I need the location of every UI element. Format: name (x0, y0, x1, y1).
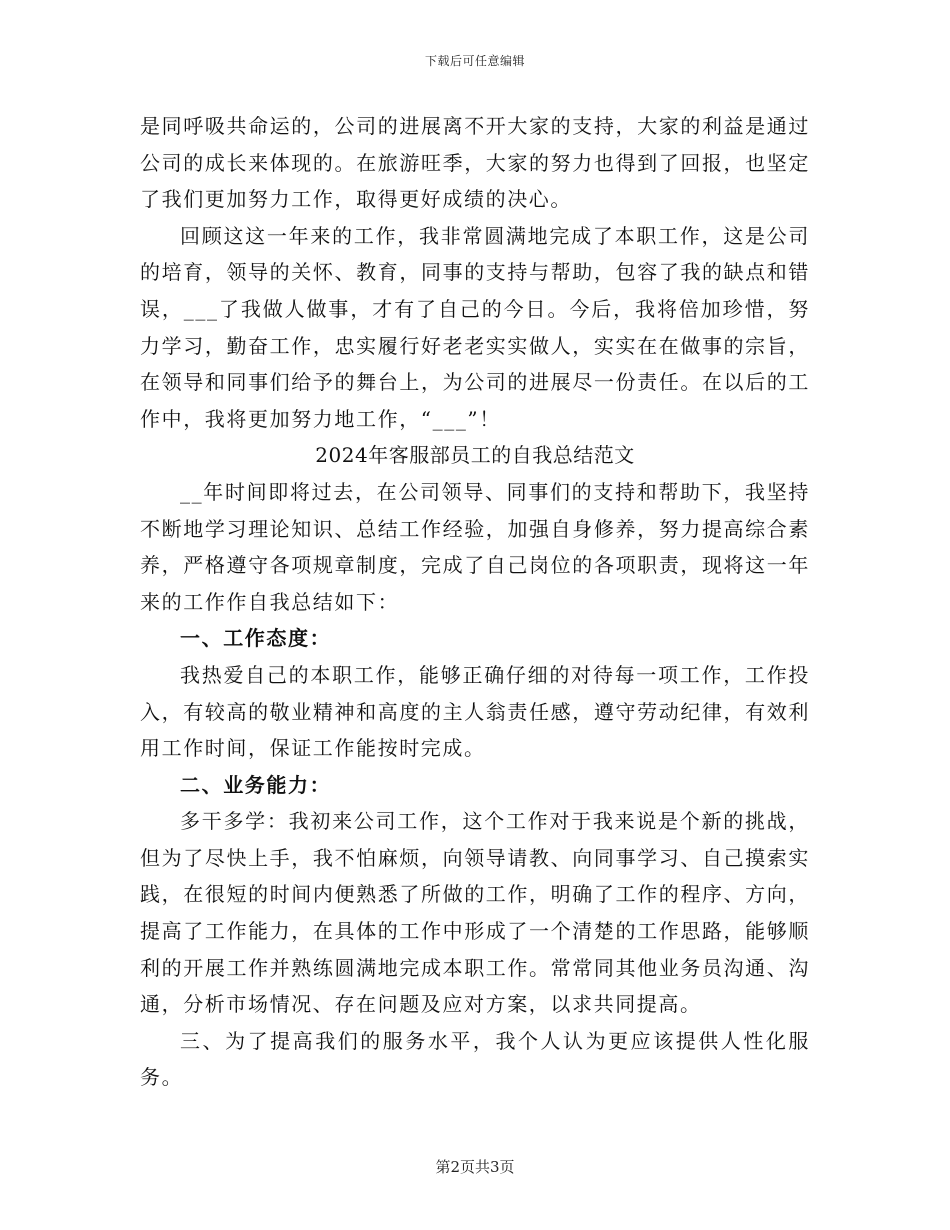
page-header-note: 下载后可任意编辑 (424, 54, 525, 68)
paragraph-work-attitude: 我热爱自己的本职工作，能够正确仔细的对待每一项工作，工作投入，有较高的敬业精神和高度的主人翁责任感，遵守劳动纪律，有效利用工作时间，保证工作能按时完成。 (140, 662, 810, 761)
page-number-footer: 第2页共3页 (435, 1158, 515, 1176)
section-heading-business-ability: 二、业务能力： (180, 772, 332, 797)
section-heading-work-attitude: 一、工作态度： (180, 626, 332, 651)
paragraph-business-ability: 多干多学：我初来公司工作，这个工作对于我来说是个新的挑战，但为了尽快上手，我不怕麻烦，向领导请教、向同事学习、自己摸索实践，在很短的时间内便熟悉了所做的工作，明确了工作的程序、方向，提高了工作能力，在具体的工作中形成了一个清楚的工作思路，能够顺利的开展工作并熟练圆满地完成本职工作。常常同其他业务员沟通、沟通，分析市场情况、存在问题及应对方案，以求共同提高。 (140, 809, 810, 1017)
paragraph-continuation: 是同呼吸共命运的，公司的进展离不开大家的支持，大家的利益是通过公司的成长来体现的。在旅游旺季，大家的努力也得到了回报，也坚定了我们更加努力工作，取得更好成绩的决心。 (140, 114, 810, 212)
document-body (140, 108, 810, 1096)
document-title: 2024年客服部员工的自我总结范文 (315, 443, 635, 468)
paragraph-intro: __年时间即将过去，在公司领导、同事们的支持和帮助下，我坚持不断地学习理论知识、总结工作经验，加强自身修养，努力提高综合素养，严格遵守各项规章制度，完成了自己岗位的各项职责，现将这一年来的工作作自我总结如下： (140, 479, 810, 614)
paragraph-review: 回顾这这一年来的工作，我非常圆满地完成了本职工作，这是公司的培育，领导的关怀、教育，同事的支持与帮助，包容了我的缺点和错误，___了我做人做事，才有了自己的今日。今后，我将倍加珍惜，努力学习，勤奋工作，忠实履行好老老实实做人，实实在在做事的宗旨，在领导和同事们给予的舞台上，为公司的进展尽一份责任。在以后的工作中，我将更加努力地工作，“___”！ (140, 223, 810, 431)
paragraph-service-level: 三、为了提高我们的服务水平，我个人认为更应该提供人性化服务。 (140, 1028, 810, 1090)
